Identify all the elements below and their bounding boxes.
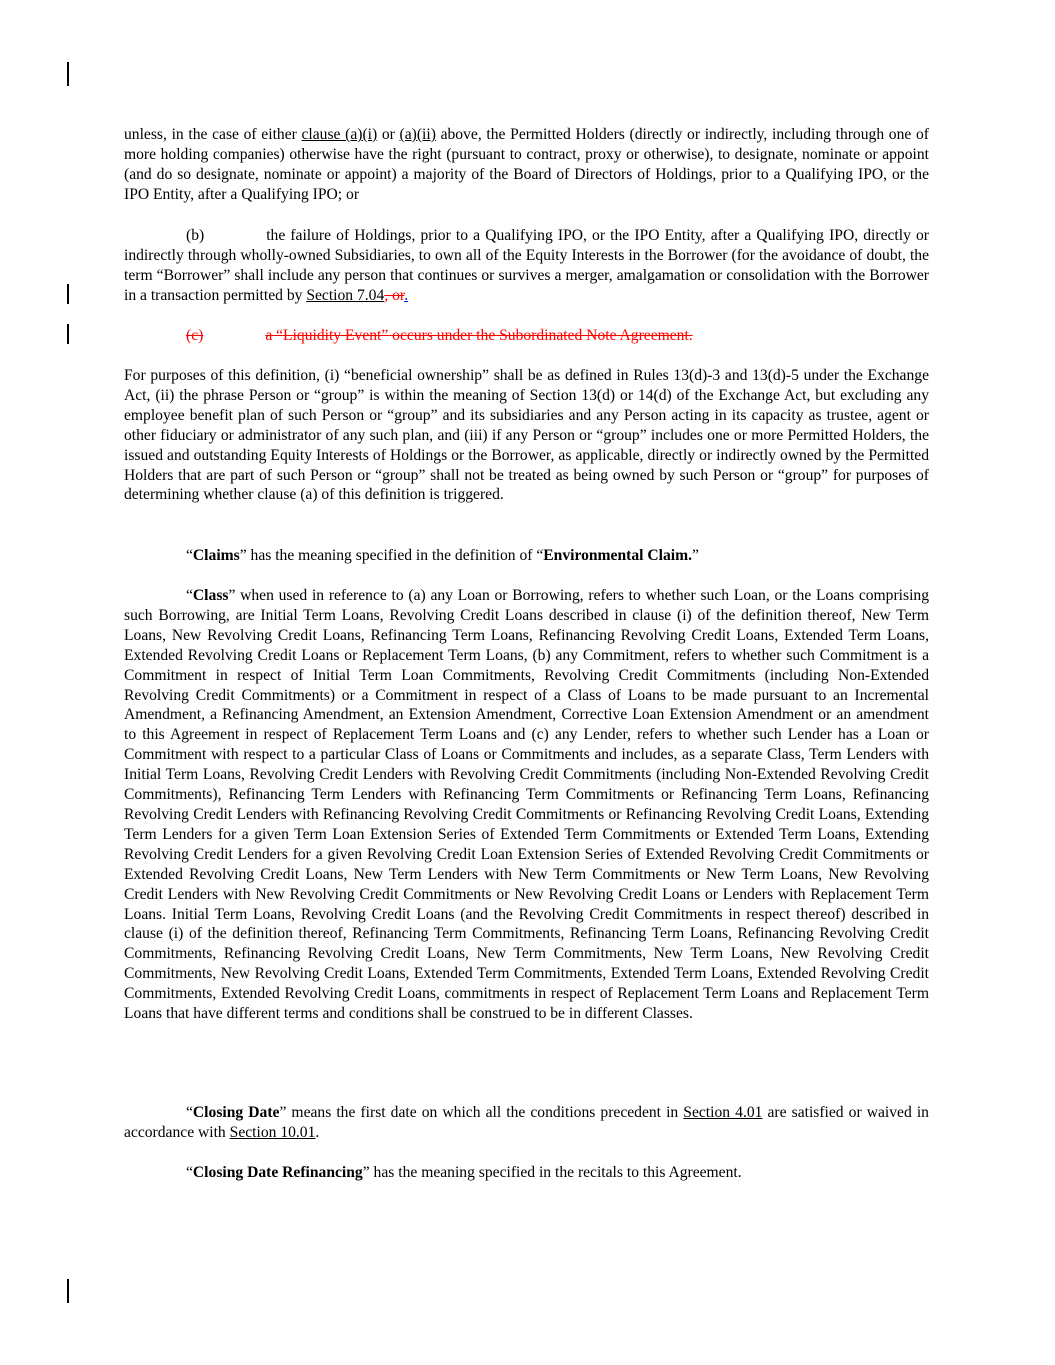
paragraph-unless: unless, in the case of either clause (a)(i) or (a)(ii) above, the Permitted Holders (directly or indirectly, including through one of more holding companies) otherwise have the right (pursuant to contract, proxy or otherwise), to designate, nominate or appoint (and do so designate, nominate or appoint) a majority of the Board of Directors of Holdings, prior to a Qualifying IPO, or the IPO Entity, after a Qualifying IPO; or — [124, 126, 929, 203]
paragraph-definition-purposes: For purposes of this definition, (i) “beneficial ownership” shall be as defined in Rules 13(d)-3 and 13(d)-5 under the Exchange Act, (ii) the phrase Person or “group” is within the meaning of Section 13(d) or 14(d) of the Exchange Act, but excluding any employee benefit plan of such Person or “group” and its subsidiaries and any Person acting in its capacity as trustee, agent or other fiduciary or administrator of any such plan, and (iii) if any Person or “group” includes one or more Permitted Holders, the issued and outstanding Equity Interests of Holdings or the Borrower, as applicable, directly or indirectly owned by the Permitted Holders that are part of such Person or “group” shall not be treated as being owned by such Person or “group” for purposes of determining whether clause (a) of this definition is triggered. — [124, 367, 929, 504]
deleted-text: , or — [384, 286, 405, 304]
clause-a-ii-reference[interactable]: (a)(ii) — [399, 126, 436, 143]
clause-label-b: (b) — [186, 227, 205, 244]
deleted-clause-text: a “Liquidity Event” occurs under the Subordinated Note Agreement. — [265, 327, 693, 344]
inserted-text: . — [404, 286, 409, 304]
change-bar — [67, 284, 69, 304]
definition-closing-date-refinancing: “Closing Date Refinancing” has the meaning specified in the recitals to this Agreement. — [186, 1164, 742, 1181]
paragraph-clause-c-deleted — [124, 326, 929, 346]
defined-term-closing-date-refinancing: Closing Date Refinancing — [192, 1164, 363, 1181]
change-bar — [67, 62, 69, 86]
change-bar — [67, 1279, 69, 1303]
defined-term-environmental-claim: Environmental Claim. — [543, 547, 692, 564]
section-10-01-reference[interactable]: Section 10.01 — [229, 1123, 316, 1141]
clause-a-i-reference[interactable]: clause (a)(i) — [301, 126, 378, 143]
section-7-04-reference[interactable]: Section 7.04 — [306, 286, 385, 304]
definition-closing-date: “Closing Date” means the first date on which all the conditions precedent in Section 4.01 are satisfied or waived in accordance with Section 10.01. — [124, 1104, 929, 1141]
defined-term-class: Class — [192, 587, 229, 604]
paragraph-clause-b: (b) the failure of Holdings, prior to a Qualifying IPO, or the IPO Entity, after a Qualifying IPO, directly or indirectly through wholly-owned Subsidiaries, to own all of the Equity Interests in the Borrower (for the avoidance of doubt, the term “Borrower” shall include any person that continues or survives a merger, amalgamation or consolidation with the Borrower in a transaction permitted by Section 7.04, or. — [124, 227, 929, 304]
definition-claims: “Claims” has the meaning specified in the definition of “Environmental Claim.” — [186, 547, 699, 564]
section-4-01-reference[interactable]: Section 4.01 — [683, 1104, 763, 1121]
definition-class: “Class” when used in reference to (a) any Loan or Borrowing, refers to whether such Loan, or the Loans comprising such Borrowing, are Initial Term Loans, Revolving Credit Loans described in clause (i) of the definition thereof, New Term Loans, New Revolving Credit Loans, Refinancing Term Loans, Refinancing Revolving Credit Loans, Extended Term Loans, Extended Revolving Credit Loans or Replacement Term Loans, (b) any Commitment, refers to whether such Commitment is a Commitment in respect of Initial Term Loan Commitments, Revolving Credit Commitments (including Non-Extended Revolving Credit Commitments) or a Commitment in respect of a Class of Loans to be made pursuant to an Incremental Amendment, a Refinancing Amendment, an Extension Amendment, Corrective Loan Extension Amendment or an amendment to this Agreement in respect of Replacement Term Loans and (c) any Lender, refers to whether such Lender has a Loan or Commitment with respect to a particular Class of Loans or Commitments and includes, as a separate Class, Term Lenders with Initial Term Loans, Revolving Credit Lenders with Revolving Credit Commitments (including Non-Extended Revolving Credit Commitments), Refinancing Term Lenders with Refinancing Term Commitments or Refinancing Term Loans, Refinancing Revolving Credit Lenders with Refinancing Revolving Credit Commitments or Refinancing Revolving Credit Loans, Extending Term Lenders for a given Term Loan Extension Series of Extended Term Commitments or Extended Term Loans, Extending Revolving Credit Lenders for a given Revolving Credit Loan Extension Series of Extended Revolving Credit Commitments or Extended Revolving Credit Loans, New Term Lenders with New Term Commitments or New Term Loans, New Revolving Credit Lenders with New Revolving Credit Commitments or New Revolving Credit Loans or Lenders with Replacement Term Loans. Initial Term Loans, Revolving Credit Loans (and the Revolving Credit Commitments in respect thereof) described in clause (i) of the definition thereof, Refinancing Term Commitments, Refinancing Term Loans, Refinancing Revolving Credit Commitments, Refinancing Revolving Credit Loans, New Term Commitments, New Term Loans, New Revolving Credit Commitments, New Revolving Credit Loans, Extended Term Commitments, Extended Term Loans, Extended Revolving Credit Commitments, Extended Revolving Credit Loans, commitments in respect of Replacement Term Loans and Replacement Term Loans that have different terms and conditions shall be construed to be in different Classes. — [124, 587, 929, 1023]
clause-label-c: (c) — [186, 327, 204, 344]
change-bar — [67, 324, 69, 344]
defined-term-claims: Claims — [192, 547, 240, 564]
defined-term-closing-date: Closing Date — [192, 1104, 280, 1121]
